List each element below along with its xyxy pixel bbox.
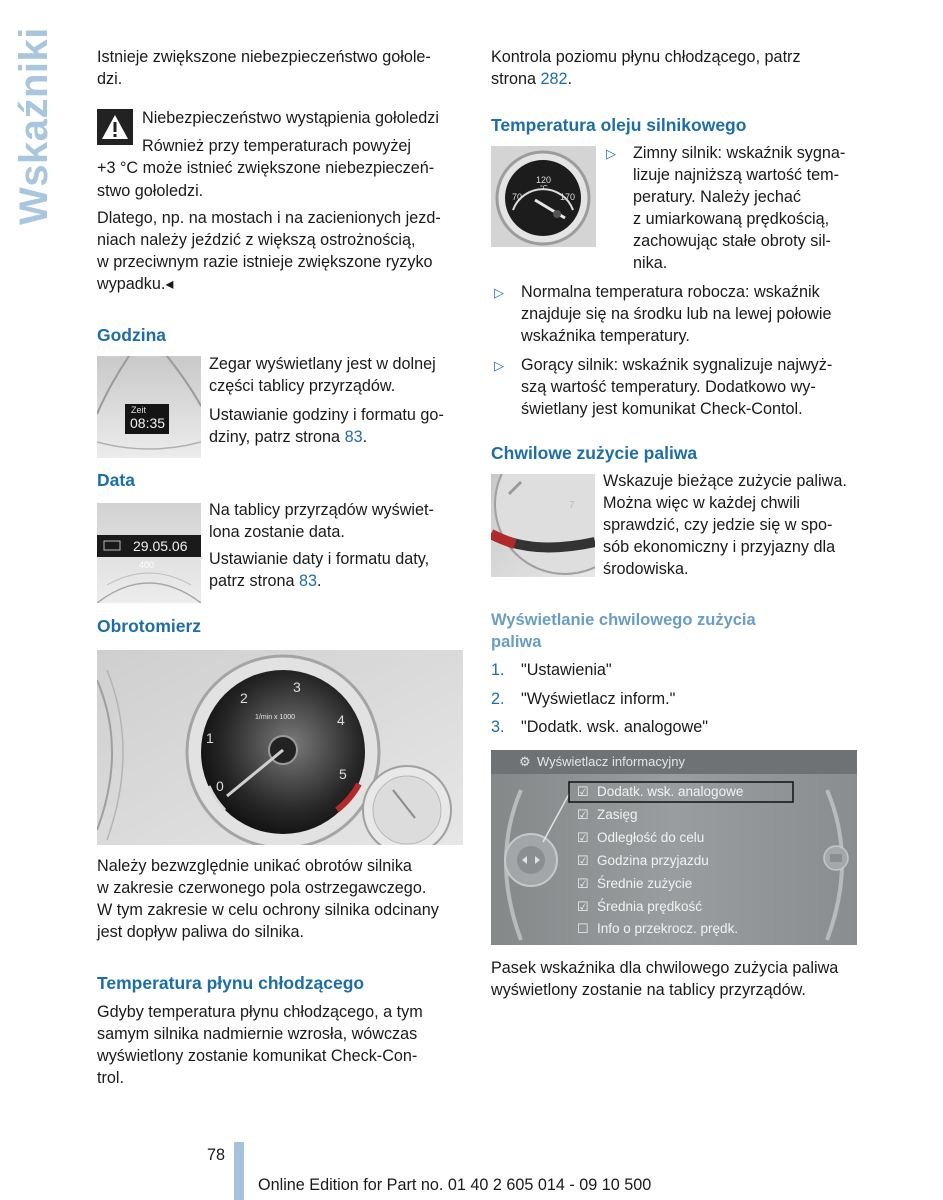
fuel-gauge-illustration bbox=[491, 474, 595, 577]
step-text: "Dodatk. wsk. analogowe" bbox=[521, 718, 708, 736]
warning-title: Niebezpieczeństwo wystąpienia gołoledzi bbox=[142, 109, 439, 127]
godzina-text: Zegar wyświetlany jest w dolnej części tablicy przyrządów. bbox=[209, 355, 436, 395]
date-display-image bbox=[97, 503, 201, 603]
clock-illustration bbox=[97, 356, 201, 458]
menu-item-dodatk[interactable]: Dodatk. wsk. analogowe bbox=[597, 784, 744, 799]
step-number: 1. bbox=[491, 661, 505, 679]
menu-title: Wyświetlacz informacyjny bbox=[537, 754, 685, 769]
obrotomierz-text: Należy bezwzględnie unikać obrotów silnika w zakresie czerwonego pola ostrzegawczego. W tym zakresie w celu ochrony silnika odcinany jest dopływ paliwa do silnika. bbox=[97, 857, 439, 941]
fuel-consumption-text: Wskazuje bieżące zużycie paliwa. Można więc w każdej chwili sprawdzić, czy jedzie się w spo- sób ekonomiczny i przyjazny dla środowiska. bbox=[603, 472, 847, 578]
oil-gauge-high: 170 bbox=[560, 192, 576, 202]
menu-item-srednie-zuzycie[interactable]: Średnie zużycie bbox=[597, 876, 693, 891]
page-link[interactable]: 83 bbox=[344, 428, 363, 446]
oil-bullet-hot: Gorący silnik: wskaźnik sygnalizuje najwyż- szą wartość temperatury. Dodatkowo wy- świetlany jest komunikat Check-Contol. bbox=[521, 356, 833, 418]
heading-chwilowe-zuzycie: Chwilowe zużycie paliwa bbox=[491, 443, 698, 463]
data-setup-text: Ustawianie daty i formatu daty, patrz strona 83. bbox=[209, 550, 430, 590]
warning-line: stwo gołoledzi. bbox=[97, 182, 204, 200]
oil-bullet-normal: Normalna temperatura robocza: wskaźnik znajduje się na środku lub na lewej połowie wskaźnika temperatury. bbox=[521, 283, 832, 345]
heading-wyswietlanie: Wyświetlanie chwilowego zużycia paliwa bbox=[491, 611, 756, 651]
clock-time: 08:35 bbox=[130, 415, 166, 431]
menu-item-godzina[interactable]: Godzina przyjazdu bbox=[597, 853, 709, 868]
heading-data: Data bbox=[97, 470, 135, 490]
idrive-menu-screenshot bbox=[491, 750, 857, 945]
warning-line: +3 °C może istnieć zwiększone niebezpieczeń- bbox=[97, 159, 435, 177]
tach-unit-label: 1/min x 1000 bbox=[255, 714, 296, 721]
warning-line: Również przy temperaturach powyżej bbox=[142, 137, 412, 155]
side-chapter-tab bbox=[8, 27, 58, 230]
clock-display-image bbox=[97, 356, 201, 458]
clock-label: Zeit bbox=[131, 405, 147, 415]
step-number: 3. bbox=[491, 718, 505, 736]
gear-icon: ⚙ bbox=[519, 754, 531, 769]
oil-gauge-low: 70 bbox=[512, 192, 523, 202]
oil-temp-gauge-image bbox=[491, 146, 596, 247]
menu-caption: Pasek wskaźnika dla chwilowego zużycia paliwa wyświetlony zostanie na tablicy przyrządów. bbox=[491, 959, 839, 999]
warning-body: Dlatego, np. na mostach i na zacienionych jezd- niach należy jeździć z większą ostrożnością, w przeciwnym razie istnieje zwiększone ryzyko wypadku.◂ bbox=[97, 209, 441, 293]
page-number: 78 bbox=[207, 1146, 226, 1164]
menu-checkbox-icon[interactable]: ☑ bbox=[577, 876, 589, 891]
heading-godzina: Godzina bbox=[97, 325, 167, 345]
tick-label: 0 bbox=[216, 778, 224, 794]
menu-item-zasieg[interactable]: Zasięg bbox=[597, 807, 638, 822]
menu-checkbox-icon[interactable]: ☑ bbox=[577, 830, 589, 845]
heading-temperatura-plynu: Temperatura płynu chłodzącego bbox=[97, 973, 365, 993]
menu-item-srednia-predkosc[interactable]: Średnia prędkość bbox=[597, 899, 703, 914]
menu-checkbox-icon[interactable]: ☑ bbox=[577, 853, 589, 868]
chapter-title: Wskaźniki bbox=[12, 27, 56, 225]
tachometer-image bbox=[97, 650, 463, 845]
tick-label: 5 bbox=[339, 766, 347, 782]
step-number: 2. bbox=[491, 690, 505, 708]
page-link[interactable]: 282 bbox=[540, 70, 568, 88]
menu-item-info-przekrocz[interactable]: Info o przekrocz. prędk. bbox=[597, 921, 739, 936]
odometer-value: 400 bbox=[139, 560, 155, 570]
tachometer-illustration bbox=[97, 650, 463, 845]
menu-item-odleglosc[interactable]: Odległość do celu bbox=[597, 830, 705, 845]
step-text: "Ustawienia" bbox=[521, 661, 612, 679]
menu-checkbox-icon[interactable]: ☑ bbox=[577, 784, 589, 799]
menu-checkbox-icon[interactable]: ☑ bbox=[577, 807, 589, 822]
oil-gauge-illustration bbox=[491, 146, 596, 247]
oil-gauge-mid: 120 bbox=[536, 175, 552, 185]
warning-icon bbox=[97, 109, 133, 145]
date-value: 29.05.06 bbox=[133, 538, 188, 554]
svg-text:7: 7 bbox=[569, 500, 575, 511]
chlodzenie-text: Gdyby temperatura płynu chłodzącego, a tym samym silnika nadmiernie wzrosła, wówczas wyświetlony zostanie komunikat Check-Con- trol. bbox=[97, 1003, 423, 1087]
heading-obrotomierz: Obrotomierz bbox=[97, 616, 202, 636]
step-text: "Wyświetlacz inform." bbox=[521, 690, 676, 708]
footer-edition: Online Edition for Part no. 01 40 2 605 014 - 09 10 500 bbox=[258, 1176, 652, 1194]
heading-temperatura-oleju: Temperatura oleju silnikowego bbox=[491, 115, 747, 135]
tick-label: 4 bbox=[337, 712, 345, 728]
coolant-check-paragraph: Kontrola poziomu płynu chłodzącego, patrz strona 282. bbox=[491, 48, 801, 88]
oil-bullet-cold: Zimny silnik: wskaźnik sygna- lizuje najniższą wartość tem- peratury. Należy jechać z umiarkowaną prędkością, zachowując stałe obroty sil- nika. bbox=[633, 144, 846, 272]
bullet-icon: ▷ bbox=[494, 358, 504, 373]
tick-label: 2 bbox=[240, 690, 248, 706]
intro-paragraph: Istnieje zwiększone niebezpieczeństwo gołole- dzi. bbox=[97, 48, 431, 88]
menu-checkbox-icon[interactable]: ☑ bbox=[577, 899, 589, 914]
data-text: Na tablicy przyrządów wyświet- lona zostanie data. bbox=[209, 501, 434, 541]
menu-checkbox-empty-icon[interactable]: ☐ bbox=[577, 921, 589, 936]
bullet-icon: ▷ bbox=[606, 146, 616, 161]
oil-gauge-unit: °C bbox=[540, 185, 548, 192]
bullet-icon: ▷ bbox=[494, 285, 504, 300]
fuel-consumption-image bbox=[491, 474, 595, 577]
tick-label: 3 bbox=[293, 679, 301, 695]
godzina-setup-text: Ustawianie godziny i formatu go- dziny, patrz strona 83. bbox=[209, 406, 444, 446]
tick-label: 1 bbox=[206, 730, 214, 746]
footer-bar bbox=[234, 1142, 244, 1200]
page-link[interactable]: 83 bbox=[298, 572, 317, 590]
